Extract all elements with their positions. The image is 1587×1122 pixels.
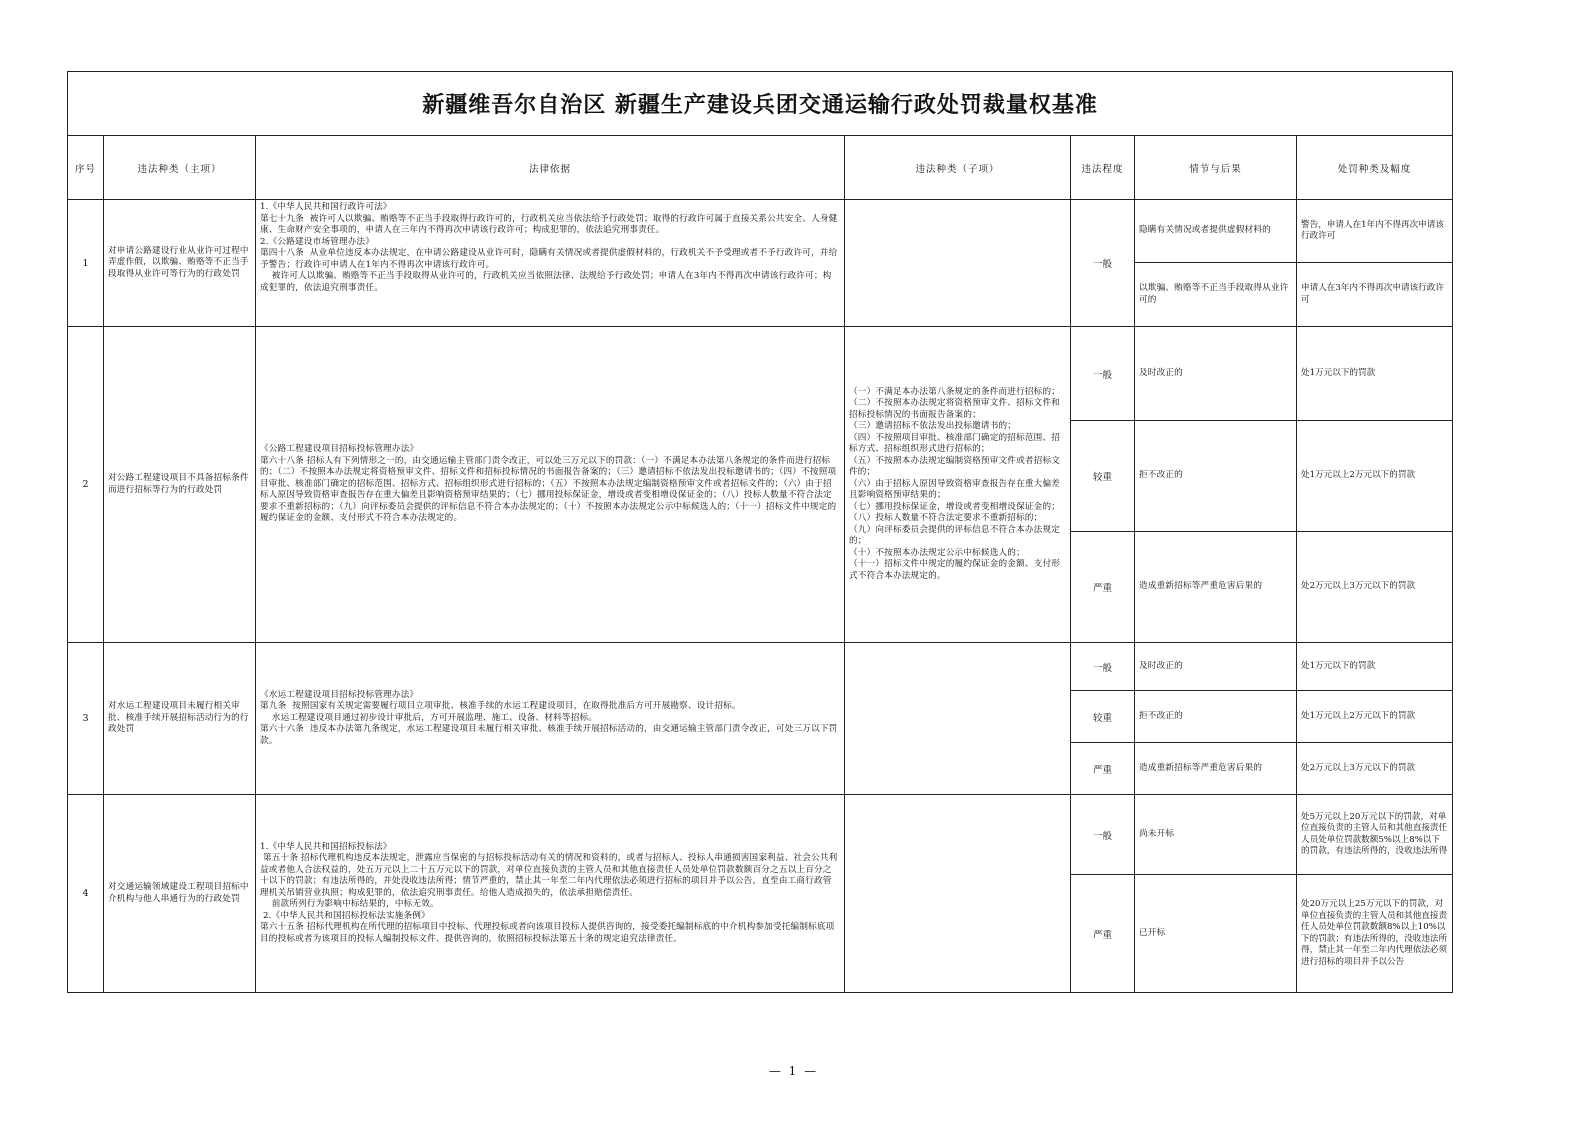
sub-item: （七）挪用投标保证金，增设或者变相增设保证金的； xyxy=(849,501,1061,512)
sub-violation-list xyxy=(845,327,1071,643)
table-row xyxy=(68,795,1453,875)
header-circumstance: 情节与后果 xyxy=(1135,136,1297,200)
row-number: 4 xyxy=(68,795,104,993)
situation: 造成重新招标等严重危害后果的 xyxy=(1135,743,1297,795)
sub-violation xyxy=(845,643,1071,795)
sub-item: （一）不满足本办法第八条规定的条件而进行招标的； xyxy=(849,386,1061,397)
sub-item: （四）不按照项目审批、核准部门确定的招标范围、招标方式、招标组织形式进行招标的； xyxy=(849,432,1061,455)
law-paragraph: 第九条 按照国家有关规定需要履行项目立项审批、核准手续的水运工程建设项目，在取得批准后方可开展勘察、设计招标。 xyxy=(260,701,741,712)
penalty: 申请人在3年内不得再次申请该行政许可 xyxy=(1297,263,1453,327)
penalty: 处5万元以上20万元以下的罚款，对单位直接负责的主管人员和其他直接责任人员处单位罚款数额5%以上8%以下的罚款，有违法所得的，没收违法所得 xyxy=(1297,795,1453,875)
situation: 隐瞒有关情况或者提供虚假材料的 xyxy=(1135,200,1297,263)
table-row xyxy=(68,200,1453,263)
main-violation: 对公路工程建设项目不具备招标条件而进行招标等行为的行政处罚 xyxy=(104,327,256,643)
penalty: 处2万元以上3万元以下的罚款 xyxy=(1297,743,1453,795)
legal-basis xyxy=(256,643,845,795)
page-number: — 1 — xyxy=(768,1064,819,1078)
degree: 严重 xyxy=(1071,532,1135,643)
sub-item: （十一）招标文件中规定的履约保证金的金额、支付形式不符合本办法规定的。 xyxy=(849,559,1061,581)
penalty: 处1万元以上2万元以下的罚款 xyxy=(1297,691,1453,743)
degree: 较重 xyxy=(1071,421,1135,532)
law-paragraph: 第六十五条 招标代理机构在所代理的招标项目中投标、代理投标或者向该项目投标人提供咨询的，接受委托编制标底的中介机构参加受托编制标底项目的投标或者为该项目的投标人编制投标文件、提供咨询的，依照招标投标法第五十条的规定追究法律责任。 xyxy=(260,922,835,944)
header-degree: 违法程度 xyxy=(1071,136,1135,200)
degree: 一般 xyxy=(1071,327,1135,421)
situation: 以欺骗、贿赂等不正当手段取得从业许可的 xyxy=(1135,263,1297,327)
situation: 已开标 xyxy=(1135,875,1297,993)
header-legal-basis: 法律依据 xyxy=(256,136,845,200)
law-paragraph: 1.《中华人民共和国招标投标法》 xyxy=(260,841,392,852)
law-paragraph: 2.《中华人民共和国招标投标法实施条例》 xyxy=(260,910,430,921)
law-paragraph: 前款所列行为影响中标结果的，中标无效。 xyxy=(260,899,439,910)
penalty-table xyxy=(67,71,1453,993)
sub-item: （八）投标人数量不符合法定要求不重新招标的； xyxy=(849,513,1043,524)
law-paragraph: 被许可人以欺骗、贿赂等不正当手段取得从业许可的，行政机关应当依照法律、法规给予行政处罚；申请人在3年内不得再次申请该行政许可；构成犯罪的，依法追究刑事责任。 xyxy=(260,271,832,293)
sub-item: （九）向评标委员会提供的评标信息不符合本办法规定的； xyxy=(849,524,1061,547)
row-number: 1 xyxy=(68,200,104,327)
header-penalty: 处罚种类及幅度 xyxy=(1297,136,1453,200)
degree: 一般 xyxy=(1071,643,1135,691)
situation: 拒不改正的 xyxy=(1135,691,1297,743)
main-violation: 对申请公路建设行业从业许可过程中弄虚作假，以欺骗、贿赂等不正当手段取得从业许可等行为的行政处罚 xyxy=(104,200,256,327)
degree: 严重 xyxy=(1071,743,1135,795)
row-number: 2 xyxy=(68,327,104,643)
situation: 造成重新招标等严重危害后果的 xyxy=(1135,532,1297,643)
law-paragraph: 水运工程建设项目通过初步设计审批后，方可开展监理、施工、设备、材料等招标。 xyxy=(260,712,598,723)
law-paragraph: 第七十九条 被许可人以欺骗、贿赂等不正当手段取得行政许可的，行政机关应当依法给予行政处罚；取得的行政许可属于直接关系公共安全、人身健康、生命财产安全事项的，申请人在三年内不得再次申请该行政许可；构成犯罪的，依法追究刑事责任。 xyxy=(260,213,838,235)
sub-item: （二）不按照本办法规定将资格预审文件、招标文件和招标投标情况的书面报告备案的； xyxy=(849,398,1061,420)
penalty: 警告，申请人在1年内不得再次申请该行政许可 xyxy=(1297,200,1453,263)
document-title: 新疆维吾尔自治区 新疆生产建设兵团交通运输行政处罚裁量权基准 xyxy=(68,72,1453,136)
table-row xyxy=(68,643,1453,691)
row-number: 3 xyxy=(68,643,104,795)
law-paragraph: 2.《公路建设市场管理办法》 xyxy=(260,236,375,247)
situation: 及时改正的 xyxy=(1135,327,1297,421)
header-sub-type: 违法种类（子项） xyxy=(845,136,1071,200)
situation: 拒不改正的 xyxy=(1135,421,1297,532)
penalty: 处2万元以上3万元以下的罚款 xyxy=(1297,532,1453,643)
situation: 尚未开标 xyxy=(1135,795,1297,875)
sub-violation xyxy=(845,200,1071,327)
sub-item: （十）不按照本办法规定公示中标候选人的； xyxy=(849,547,1025,558)
sub-violation xyxy=(845,795,1071,993)
header-no: 序号 xyxy=(68,136,104,200)
table-row xyxy=(68,327,1453,421)
legal-basis xyxy=(256,200,845,327)
sub-item: （六）由于招标人原因导致资格审查报告存在重大偏差且影响资格预审结果的； xyxy=(849,478,1061,501)
law-paragraph: 第六十八条 招标人有下列情形之一的，由交通运输主管部门责令改正，可以处三万元以下的罚款：（一）不满足本办法第八条规定的条件而进行招标的；（二）不按照本办法规定将资格预审文件、招标文件和招标投标情况的书面报告备案的；（三）邀请招标不依法发出投标邀请书的；（四）不按照项目审批、核准部门确定的招标范围、招标方式、招标组织形式进行招标的；（五）不按照本办法规定编制资格预审文件或者招标文件的；（六）由于招标人原因导致资格审查报告存在重大偏差且影响资格预审结果的；（七）挪用投标保证金，增设或者变相增设保证金的；（八）投标人数量不符合法定要求不重新招标的；（九）向评标委员会提供的评标信息不符合本办法规定的；（十）不按照本办法规定公示中标候选人的；（十一）招标文件中规定的履约保证金的金额、支付形式不符合本办法规定的。 xyxy=(260,455,837,524)
sub-item: （五）不按照本办法规定编制资格预审文件或者招标文件的； xyxy=(849,455,1061,478)
law-paragraph: 1.《中华人民共和国行政许可法》 xyxy=(260,202,392,212)
law-paragraph: 第六十六条 违反本办法第九条规定，水运工程建设项目未履行相关审批、核准手续开展招标活动的，由交通运输主管部门责令改正，可处三万以下罚款。 xyxy=(260,724,838,746)
law-paragraph: 第五十条 招标代理机构违反本法规定，泄露应当保密的与招标投标活动有关的情况和资料的，或者与招标人、投标人串通损害国家利益、社会公共利益或者他人合法权益的，处五万元以上二十五万元以下的罚款，对单位直接负责的主管人员和其他直接责任人员处单位罚款数额百分之五以上百分之十以下的罚款；有违法所得的，并处没收违法所得；情节严重的，禁止其一年至二年内代理依法必须进行招标的项目并予以公告，直至由工商行政管理机关吊销营业执照；构成犯罪的，依法追究刑事责任。给他人造成损失的，依法承担赔偿责任。 xyxy=(260,853,838,898)
degree: 严重 xyxy=(1071,875,1135,993)
law-paragraph: 第四十八条 从业单位违反本办法规定，在申请公路建设从业许可时，隐瞒有关情况或者提供虚假材料的，行政机关不予受理或者不予行政许可，并给予警告；行政许可申请人在1年内不得再次申请该行政许可。 xyxy=(260,248,838,270)
table-header-row xyxy=(68,136,1453,200)
degree: 较重 xyxy=(1071,691,1135,743)
penalty: 处1万元以上2万元以下的罚款 xyxy=(1297,421,1453,532)
header-main-type: 违法种类（主项） xyxy=(104,136,256,200)
law-paragraph: 《公路工程建设项目招标投标管理办法》 xyxy=(260,444,419,455)
penalty: 处20万元以上25万元以下的罚款，对单位直接负责的主管人员和其他直接责任人员处单位罚款数额8%以上10%以下的罚款；有违法所得的，没收违法所得，禁止其一年至二年内代理依法必须进行招标的项目并予以公告 xyxy=(1297,875,1453,993)
main-violation: 对交通运输领域建设工程项目招标中介机构与他人串通行为的行政处罚 xyxy=(104,795,256,993)
document-table-wrapper xyxy=(67,71,1452,993)
situation: 及时改正的 xyxy=(1135,643,1297,691)
degree: 一般 xyxy=(1071,795,1135,875)
penalty: 处1万元以下的罚款 xyxy=(1297,643,1453,691)
main-violation: 对水运工程建设项目未履行相关审批、核准手续开展招标活动行为的行政处罚 xyxy=(104,643,256,795)
sub-item: （三）邀请招标不依法发出投标邀请书的； xyxy=(849,421,1017,432)
legal-basis xyxy=(256,327,845,643)
degree: 一般 xyxy=(1071,200,1135,327)
legal-basis xyxy=(256,795,845,993)
penalty: 处1万元以下的罚款 xyxy=(1297,327,1453,421)
law-paragraph: 《水运工程建设项目招标投标管理办法》 xyxy=(260,689,419,700)
